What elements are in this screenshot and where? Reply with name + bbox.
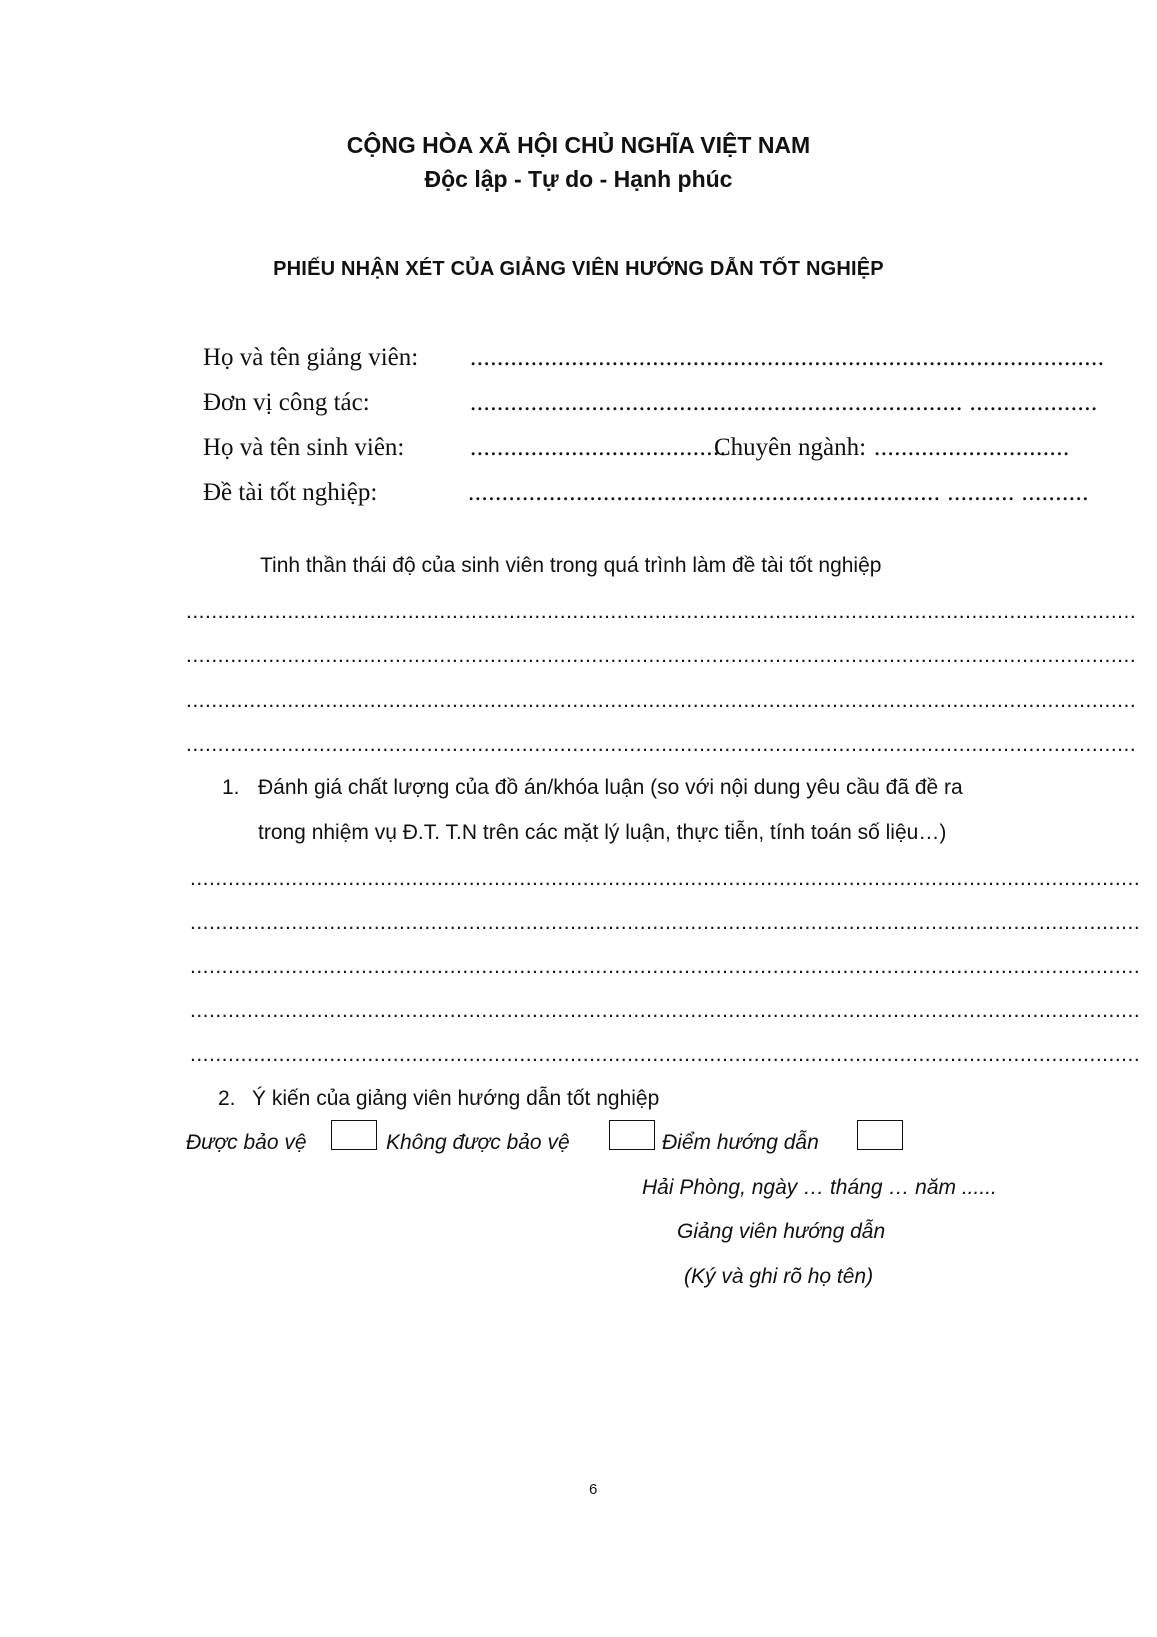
lecturer-field[interactable]: ..............................................................................................: [470, 344, 1105, 371]
topic-label: Đề tài tốt nghiệp:: [203, 479, 378, 506]
attitude-line-2[interactable]: ......................................................................................................................................................: [186, 644, 1137, 667]
section2-number: 2.: [218, 1087, 236, 1110]
section1-dotline-4[interactable]: ......................................................................................................................................................: [190, 999, 1141, 1022]
option-protect-checkbox[interactable]: [331, 1120, 377, 1150]
section1-number: 1.: [222, 776, 240, 799]
major-label: Chuyên ngành:: [714, 434, 867, 461]
motto: Độc lập - Tự do - Hạnh phúc: [424, 166, 733, 192]
major-field[interactable]: .............................: [874, 434, 1070, 461]
section1-line2: trong nhiệm vụ Đ.T. T.N trên các mặt lý luận, thực tiễn, tính toán số liệu…): [258, 821, 947, 844]
unit-field[interactable]: ......................................................................... ...................: [470, 389, 1098, 416]
attitude-title: Tinh thần thái độ của sinh viên trong quá trình làm đề tài tốt nghiệp: [260, 554, 882, 577]
form-title: PHIẾU NHẬN XÉT CỦA GIẢNG VIÊN HƯỚNG DẪN TỐT NGHIỆP: [273, 258, 884, 280]
attitude-line-4[interactable]: ......................................................................................................................................................: [186, 733, 1137, 756]
section1-line1: Đánh giá chất lượng của đồ án/khóa luận (so với nội dung yêu cầu đã đề ra: [258, 776, 963, 799]
section2-title: Ý kiến của giảng viên hướng dẫn tốt nghiệp: [252, 1087, 660, 1110]
page-number: 6: [589, 1481, 598, 1498]
lecturer-label: Họ và tên giảng viên:: [203, 344, 419, 371]
option-not-protect-label: Không được bảo vệ: [386, 1131, 570, 1154]
section1-dotline-2[interactable]: ......................................................................................................................................................: [190, 911, 1141, 934]
section1-dotline-5[interactable]: ......................................................................................................................................................: [190, 1043, 1141, 1066]
option-protect-label: Được bảo vệ: [186, 1131, 307, 1154]
signature-role: Giảng viên hướng dẫn: [677, 1220, 886, 1243]
attitude-line-3[interactable]: ......................................................................................................................................................: [186, 689, 1137, 712]
place-date: Hải Phòng, ngày … tháng … năm ......: [642, 1176, 997, 1199]
signature-note: (Ký và ghi rõ họ tên): [684, 1265, 874, 1288]
score-box[interactable]: [857, 1120, 903, 1150]
section1-dotline-1[interactable]: ......................................................................................................................................................: [190, 867, 1141, 890]
unit-label: Đơn vị công tác:: [203, 389, 370, 416]
attitude-line-1[interactable]: ......................................................................................................................................................: [186, 600, 1137, 623]
topic-field[interactable]: ...................................................................... .......... ..........: [468, 479, 1089, 506]
option-score-label: Điểm hướng dẫn: [662, 1131, 819, 1154]
student-field[interactable]: ......................................: [470, 434, 727, 461]
student-label: Họ và tên sinh viên:: [203, 434, 405, 461]
option-not-protect-checkbox[interactable]: [609, 1120, 655, 1150]
section1-dotline-3[interactable]: ......................................................................................................................................................: [190, 955, 1141, 978]
republic-title: CỘNG HÒA XÃ HỘI CHỦ NGHĨA VIỆT NAM: [346, 132, 811, 158]
